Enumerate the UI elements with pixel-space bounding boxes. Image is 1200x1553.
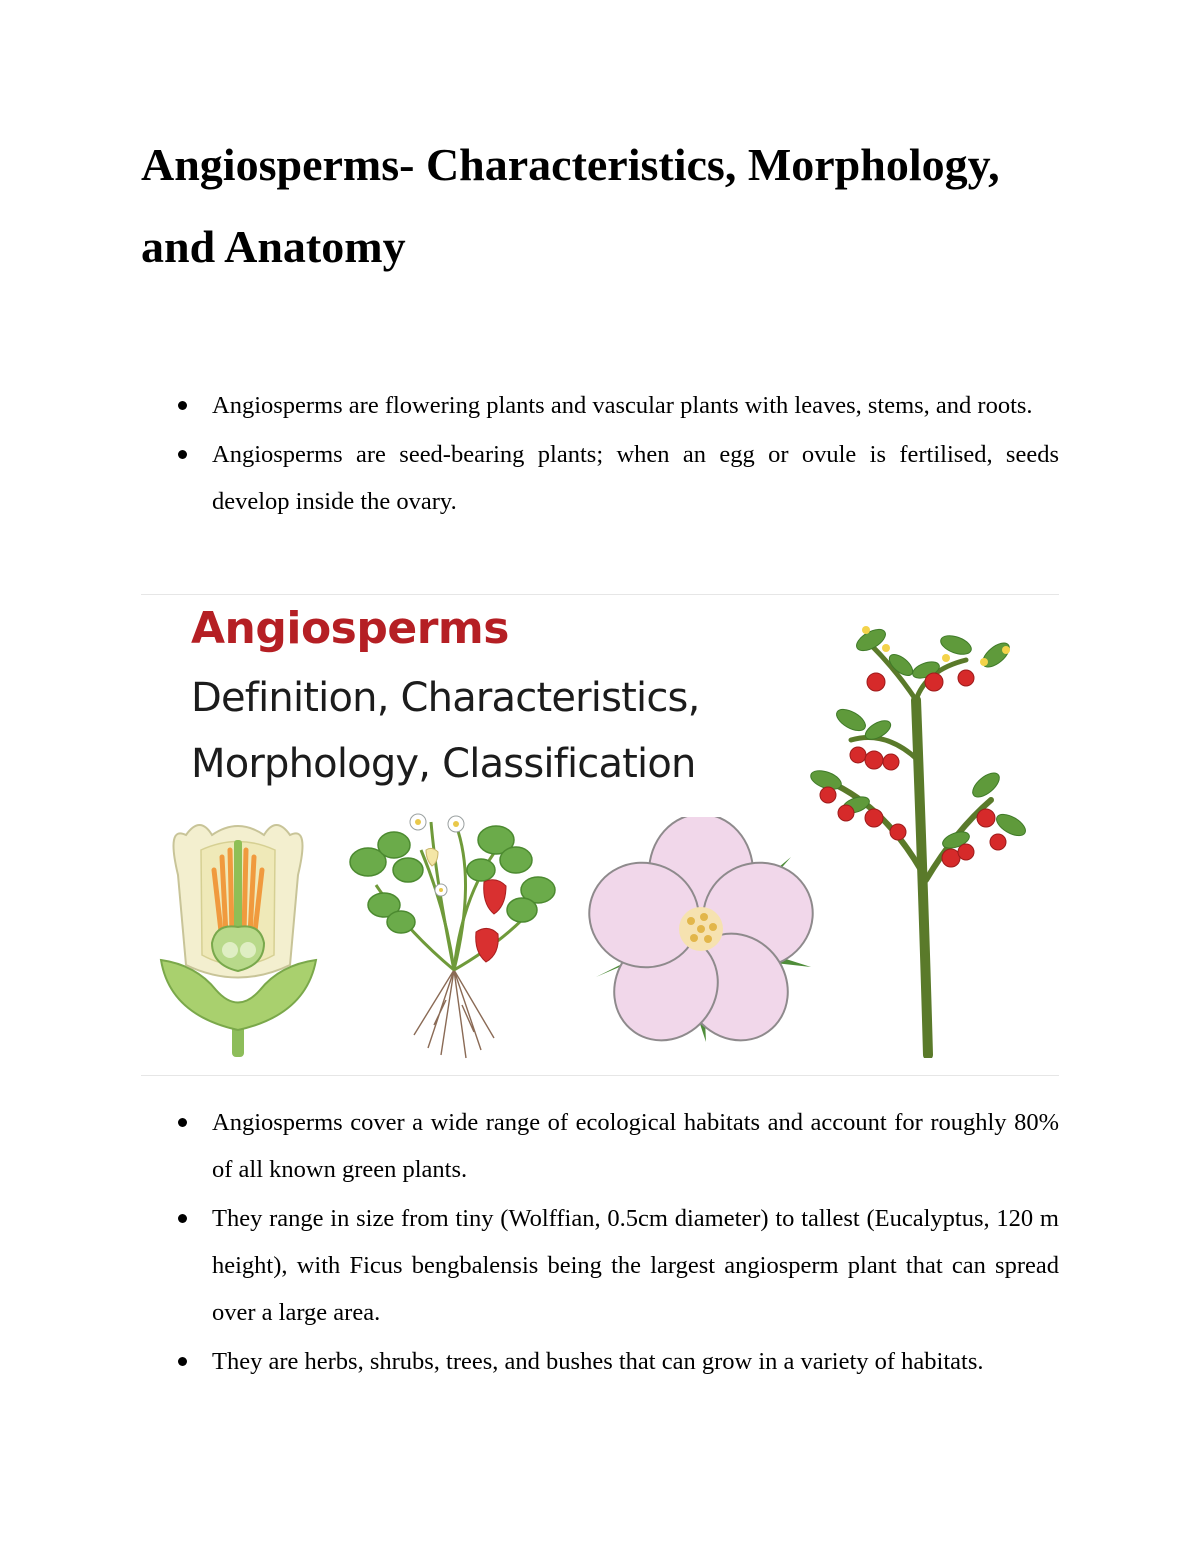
figure-subheading-line-1: Definition, Characteristics, — [191, 675, 700, 721]
list-item: Angiosperms are seed-bearing plants; when an egg or ovule is fertilised, seeds develop inside the ovary. — [212, 431, 1059, 525]
detail-bullet-list — [141, 1099, 1059, 1387]
flower-cross-section-illustration — [156, 815, 321, 1060]
figure-subheading-line-2: Morphology, Classification — [191, 741, 696, 787]
title-line-2: and Anatomy — [141, 221, 406, 272]
list-item: Angiosperms cover a wide range of ecological habitats and account for roughly 80% of all known green plants. — [212, 1099, 1059, 1193]
angiosperms-figure — [141, 594, 1059, 1076]
page-title — [141, 124, 1071, 288]
strawberry-plant-illustration — [346, 810, 561, 1065]
list-item: They are herbs, shrubs, trees, and bushes that can grow in a variety of habitats. — [212, 1338, 1059, 1385]
tomato-plant-illustration — [806, 610, 1036, 1058]
title-line-1: Angiosperms- Characteristics, Morphology, — [141, 139, 1000, 190]
pink-flower-illustration — [586, 817, 816, 1047]
figure-heading: Angiosperms — [191, 603, 509, 654]
list-item: They range in size from tiny (Wolffian, 0.5cm diameter) to tallest (Eucalyptus, 120 m height), with Ficus bengbalensis being the largest angiosperm plant that can spread over a large area. — [212, 1195, 1059, 1336]
intro-bullet-list — [141, 382, 1059, 527]
list-item: Angiosperms are flowering plants and vascular plants with leaves, stems, and roots. — [212, 382, 1059, 429]
